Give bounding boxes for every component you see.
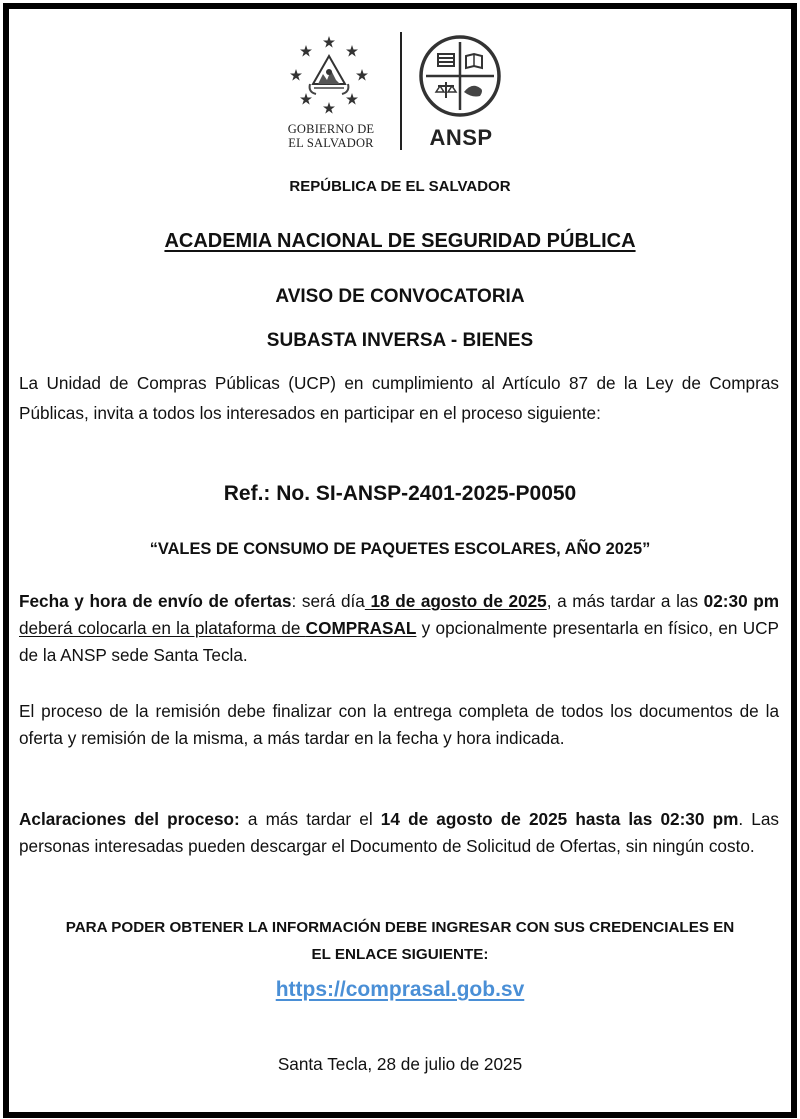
offer-platform-instruction <box>19 618 416 638</box>
offer-platform-text: deberá colocarla en la plataforma de <box>19 618 306 638</box>
academy-heading-text: ACADEMIA NACIONAL DE SEGURIDAD PÚBLICA <box>164 230 636 252</box>
comprasal-link-row <box>0 978 800 1002</box>
auction-heading: SUBASTA INVERSA - BIENES <box>266 330 534 351</box>
gov-text-line1: GOBIERNO DE <box>287 122 375 136</box>
government-logo-text <box>276 122 386 150</box>
logos-header <box>276 30 516 154</box>
credentials-line1: PARA PODER OBTENER LA INFORMACIÓN DEBE INGRESAR CON SUS CREDENCIALES EN <box>65 919 735 936</box>
ansp-logo-text: ANSP <box>429 125 493 150</box>
clarifications-deadline: 14 de agosto de 2025 hasta las 02:30 pm <box>380 809 739 829</box>
place-and-date: Santa Tecla, 28 de julio de 2025 <box>277 1054 523 1074</box>
offer-deadline-text1: : será día <box>291 591 365 611</box>
el-salvador-coat-of-arms-logo <box>288 34 370 116</box>
republic-heading: REPÚBLICA DE EL SALVADOR <box>289 178 511 195</box>
clarifications-label: Aclaraciones del proceso: <box>19 809 240 829</box>
ansp-emblem-logo <box>418 34 502 118</box>
procurement-subject: “VALES DE CONSUMO DE PAQUETES ESCOLARES, AÑO 2025” <box>149 540 651 558</box>
submission-paragraph: El proceso de la remisión debe finalizar con la entrega completa de todos los documentos de la oferta y remisión de la misma, a más tardar en la fecha y hora indicada. <box>19 701 779 748</box>
offer-platform-name: COMPRASAL <box>305 618 417 638</box>
intro-paragraph: La Unidad de Compras Públicas (UCP) en cumplimiento al Artículo 87 de la Ley de Compras Públicas, invita a todos los interesados en participar en el proceso siguiente: <box>19 373 779 423</box>
offer-deadline-label: Fecha y hora de envío de ofertas <box>19 591 292 611</box>
academy-heading <box>0 230 800 253</box>
clarifications-paragraph <box>19 806 779 860</box>
offer-deadline-text4: y opcionalmente presentarla en físico, en UCP de la ANSP sede Santa Tecla. <box>19 618 779 665</box>
offer-deadline-time: 02:30 pm <box>703 591 780 611</box>
offer-deadline-paragraph <box>19 588 779 669</box>
notice-heading: AVISO DE CONVOCATORIA <box>275 286 525 307</box>
credentials-line2: EL ENLACE SIGUIENTE: <box>311 946 489 963</box>
logo-divider <box>400 32 402 150</box>
credentials-notice <box>0 914 800 968</box>
offer-deadline-text2: , a más tardar a las <box>546 591 704 611</box>
gov-text-line2: EL SALVADOR <box>288 136 374 150</box>
clarifications-text1: a más tardar el <box>239 809 381 829</box>
reference-number: Ref.: No. SI-ANSP-2401-2025-P0050 <box>223 482 577 505</box>
offer-deadline-date: 18 de agosto de 2025 <box>364 591 547 611</box>
comprasal-link[interactable]: https://comprasal.gob.sv <box>275 978 525 1001</box>
clarifications-text2: . Las personas interesadas pueden descargar el Documento de Solicitud de Ofertas, sin ningún costo. <box>19 809 779 856</box>
